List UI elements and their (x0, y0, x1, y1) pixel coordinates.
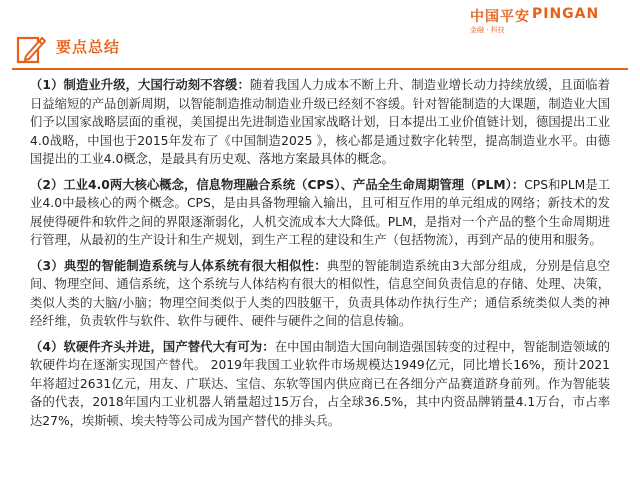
paragraph-body: 在中国由制造大国向制造强国转变的过程中，智能制造领域的软硬件均在逐渐实现国产替代。 2019年我国工业软件市场规模达1949亿元，同比增长16%，预计2021年将超过2631亿元，用友、广联达、宝信、东软等国内供应商已在各细分产品赛道跻身前列。作为智能装备的代表，2018年国内工业机器人销量超过15万台，占全球36.5%，其中内资品牌销量4.1万台，市占率达27%，埃斯顿、埃夫特等公司成为国产替代的排头兵。 (30, 339, 610, 428)
paragraph-body: CPS和PLM是工业4.0中最核心的两个概念。CPS，是由具备物理输入输出，且可相互作用的单元组成的网络；新技术的发展使得硬件和软件之间的界限逐渐弱化，人机交流成本大大降低。PLM，是指对一个产品的整个生命周期进行管理，从最初的生产设计和生产规划，到生产工程的建设和生产（包括物流），再到产品的使用和服务。 (30, 177, 610, 247)
summary-paragraph-3 (30, 257, 610, 331)
page-title: 要点总结 (56, 38, 121, 56)
logo-english: PINGAN (532, 6, 600, 22)
logo-tagline: 金融 · 科技 (470, 26, 505, 34)
header-divider (12, 68, 628, 70)
paragraph-lead: （2）工业4.0两大核心概念，信息物理融合系统（CPS）、产品全生命周期管理（PLM）： (30, 177, 525, 192)
summary-paragraph-2 (30, 176, 610, 250)
slide-header (0, 0, 640, 70)
paragraph-lead: （3）典型的智能制造系统与人体系统有很大相似性： (30, 258, 327, 273)
logo-chinese: 中国平安 (470, 9, 530, 25)
pingan-logo (470, 6, 620, 34)
summary-paragraph-4 (30, 338, 610, 431)
summary-paragraph-1 (30, 76, 610, 169)
pencil-note-icon (16, 34, 46, 64)
paragraph-body: 典型的智能制造系统由3大部分组成，分别是信息空间、物理空间、通信系统，这个系统与人体结构有很大的相似性，信息空间负责信息的存储、处理、决策，类似人类的大脑/小脑；物理空间类似于人类的四肢躯干，负责具体动作执行生产；通信系统类似人类的神经纤维，负责软件与软件、软件与硬件、硬件与硬件之间的信息传输。 (30, 258, 610, 328)
paragraph-lead: （1）制造业升级，大国行动刻不容缓： (30, 78, 250, 92)
paragraph-body: 随着我国人力成本不断上升、制造业增长动力持续放缓，且面临着日益缩短的产品创新周期，以智能制造推动制造业升级已经刻不容缓。针对智能制造的大课题，制造业大国们予以国家战略层面的重视，美国提出先进制造业国家战略计划，日本提出工业价值链计划，德国提出工业4.0战略，中国也于2015年发布了《中国制造2025 》，核心都是通过数字化转型，提高制造业水平。由德国提出的工业4.0概念，是最具有历史观、落地方案最具体的概念。 (30, 78, 610, 166)
summary-content (30, 76, 610, 472)
paragraph-lead: （4）软硬件齐头并进，国产替代大有可为： (30, 339, 275, 354)
